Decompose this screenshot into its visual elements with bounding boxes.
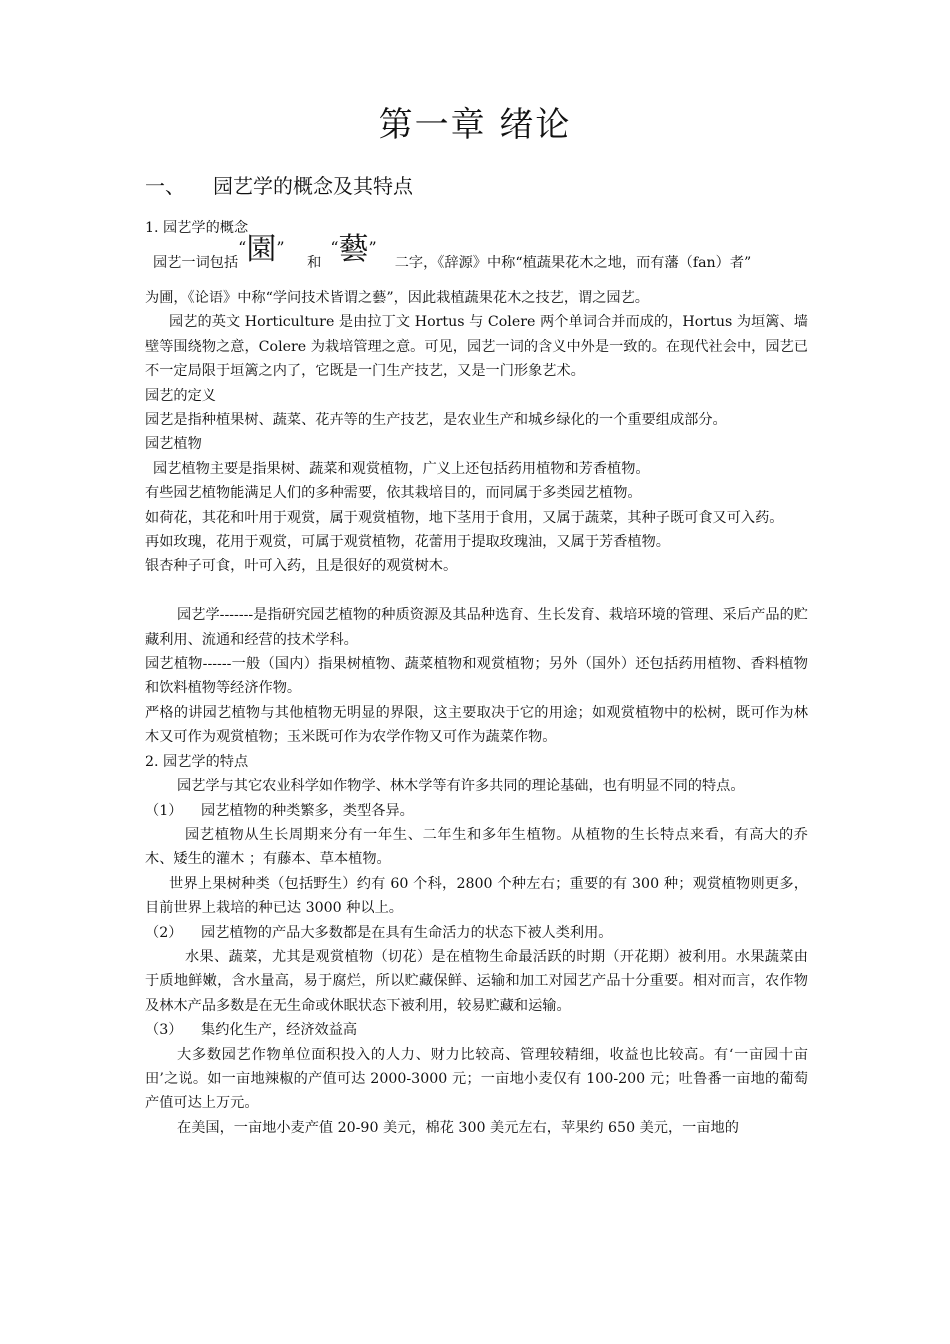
paragraph: 为圃，《论语》中称“学问技术皆谓之藝”，因此栽植蔬果花木之技艺，谓之园艺。 <box>145 290 649 306</box>
paragraph: 园艺的英文 Horticulture 是由拉丁文 Hortus 与 Colere 两个单词合并而成的，Hortus 为垣篱、墙壁等围绕物之意，Colere 为栽培管理之意。可见，园艺一词的含义中外是一致的。在现代社会中，园艺已不一定局限于垣篱之内了，它既是一门生产技艺，又是一门形象艺术。 <box>145 314 808 380</box>
list-item <box>145 799 808 823</box>
intro-pre: 园艺一词包括 <box>153 255 239 271</box>
item-text: 园艺植物的种类繁多，类型各异。 <box>201 802 414 819</box>
paragraph: 园艺植物从生长周期来分有一年生、二年生和多年生植物。从植物的生长特点来看，有高大的乔木、矮生的灌木 ；有藤本、草本植物。 <box>145 826 808 868</box>
subheading: 园艺的定义 <box>145 387 216 404</box>
paragraph: 如荷花，其花和叶用于观赏，属于观赏植物，地下茎用于食用，又属于蔬菜，其种子既可食又可入药。 <box>145 509 784 526</box>
body-text <box>145 212 808 1140</box>
item-text: 园艺植物的产品大多数都是在具有生命活力的状态下被人类利用。 <box>201 924 613 941</box>
paragraph: 大多数园艺作物单位面积投入的人力、财力比较高、管理较精细，收益也比较高。有‘一亩园十亩田’之说。如一亩地辣椒的产值可达 2000-3000 元；一亩地小麦仅有 100-200 元；吐鲁番一亩地的葡萄产值可达上万元。 <box>145 1046 808 1112</box>
section-number: 一、 <box>145 174 185 198</box>
subheading-features: 2. 园艺学的特点 <box>145 753 249 770</box>
item-number: （1） <box>145 802 183 819</box>
list-item <box>145 921 808 945</box>
intro-line <box>145 232 816 275</box>
list-item <box>145 1018 808 1042</box>
quote-close-2: ” <box>368 238 377 257</box>
paragraph: 园艺植物主要是指果树、蔬菜和观赏植物，广义上还包括药用植物和芳香植物。 <box>153 460 650 477</box>
char-yi: 藝 <box>338 232 369 267</box>
paragraph: 再如玫瑰，花用于观赏，可属于观赏植物，花蕾用于提取玫瑰油，又属于芳香植物。 <box>145 534 670 551</box>
subheading: 园艺植物 <box>145 436 202 453</box>
paragraph: 园艺学与其它农业科学如作物学、林木学等有许多共同的理论基础，也有明显不同的特点。 <box>177 778 745 795</box>
subheading-concept: 1. 园艺学的概念 <box>145 220 249 236</box>
paragraph: 园艺植物------一般（国内）指果树植物、蔬菜植物和观赏植物；另外（国外）还包括药用植物、香料植物和饮料植物等经济作物。 <box>145 656 808 697</box>
intro-and: 和 <box>307 255 322 271</box>
quote-close: ” <box>276 238 285 257</box>
paragraph: 严格的讲园艺植物与其他植物无明显的界限，这主要取决于它的用途；如观赏植物中的松树，既可作为林木又可作为观赏植物；玉米既可作为农学作物又可作为蔬菜作物。 <box>145 704 808 746</box>
chapter-title: 第一章 绪论 <box>378 105 572 145</box>
char-yuan: 園 <box>246 232 277 267</box>
item-number: （2） <box>145 924 183 941</box>
paragraph: 园艺学-------是指研究园艺植物的种质资源及其品种选育、生长发育、栽培环境的管理、采后产品的贮藏利用、流通和经营的技术学科。 <box>145 607 808 648</box>
paragraph: 有些园艺植物能满足人们的多种需要，依其栽培目的，而同属于多类园艺植物。 <box>145 485 642 502</box>
paragraph: 水果、蔬菜，尤其是观赏植物（切花）是在植物生命最活跃的时期（开花期）被利用。水果蔬菜由于质地鲜嫩，含水量高，易于腐烂，所以贮藏保鲜、运输和加工对园艺产品十分重要。相对而言，农作物及林木产品多数是在无生命或休眠状态下被利用，较易贮藏和运输。 <box>145 948 808 1014</box>
intro-post: 二字，《辞源》中称“植蔬果花木之地，而有藩（fan）者” <box>394 255 752 271</box>
paragraph: 园艺是指种植果树、蔬菜、花卉等的生产技艺，是农业生产和城乡绿化的一个重要组成部分。 <box>145 412 727 429</box>
blank-line <box>145 579 808 603</box>
section-heading <box>145 170 413 202</box>
quote-open: “ <box>238 238 247 257</box>
paragraph: 银杏种子可食，叶可入药，且是很好的观赏树木。 <box>145 558 458 575</box>
section-label: 园艺学的概念及其特点 <box>213 174 413 198</box>
item-number: （3） <box>145 1022 183 1039</box>
paragraph: 世界上果树种类（包括野生）约有 60 个科，2800 个种左右；重要的有 300 种；观赏植物则更多，目前世界上栽培的种已达 3000 种以上。 <box>145 875 808 917</box>
item-text: 集约化生产，经济效益高 <box>201 1022 358 1039</box>
concept-intro <box>145 212 808 286</box>
paragraph: 在美国，一亩地小麦产值 20-90 美元，棉花 300 美元左右，苹果约 650 美元，一亩地的 <box>177 1119 739 1136</box>
quote-open-2: “ <box>330 238 339 257</box>
